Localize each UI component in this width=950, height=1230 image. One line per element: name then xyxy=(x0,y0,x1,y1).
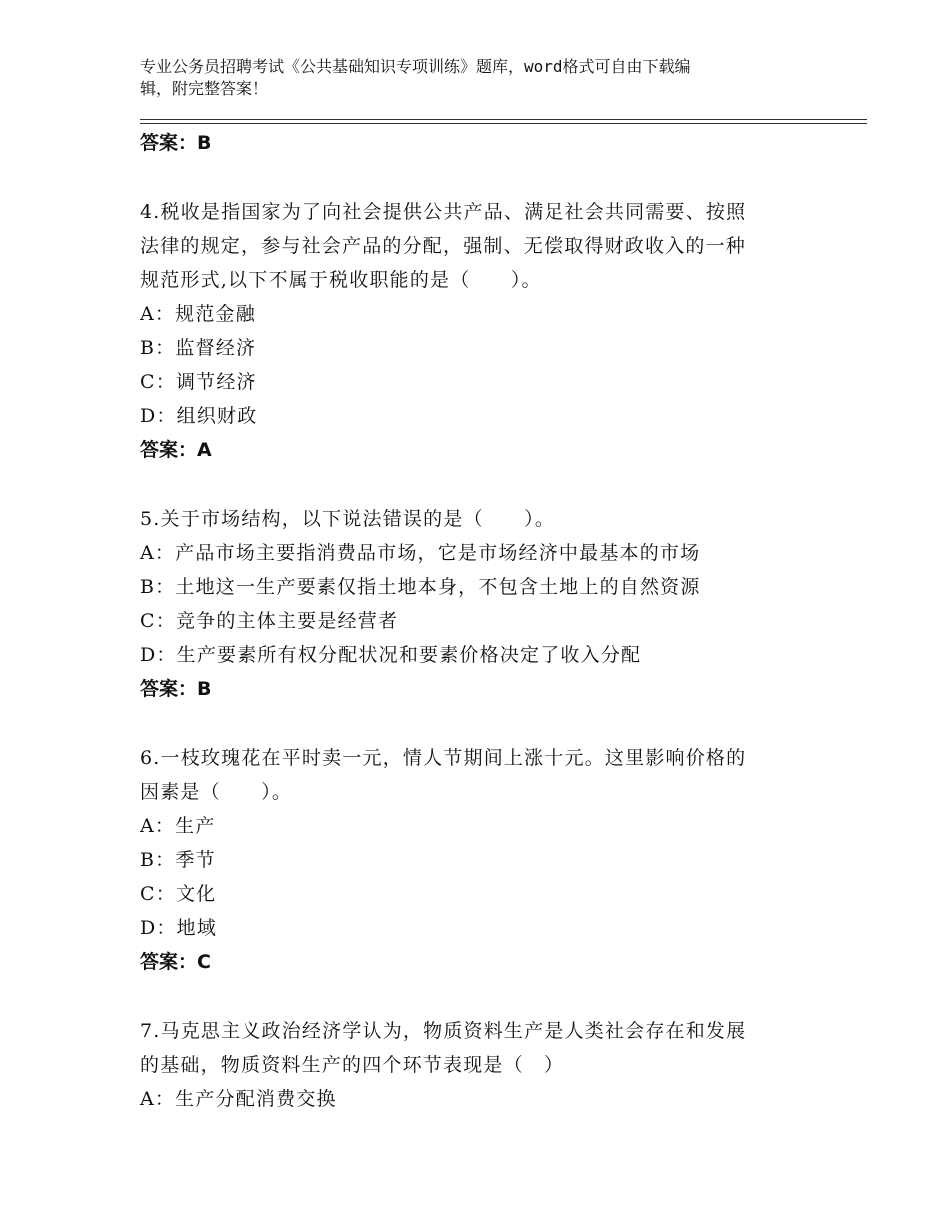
question-5-option-b: B：土地这一生产要素仅指土地本身，不包含土地上的自然资源 xyxy=(140,576,701,598)
question-6-option-d: D：地域 xyxy=(140,917,218,939)
question-4-line-1: 4.税收是指国家为了向社会提供公共产品、满足社会共同需要、按照 xyxy=(140,201,747,223)
question-5-option-d: D：生产要素所有权分配状况和要素价格决定了收入分配 xyxy=(140,644,642,666)
question-4-line-2: 法律的规定，参与社会产品的分配，强制、无偿取得财政收入的一种 xyxy=(140,235,747,257)
header-line-1: 专业公务员招聘考试《公共基础知识专项训练》题库，word格式可自由下载编 xyxy=(140,57,691,76)
question-6 xyxy=(140,741,746,945)
header-divider-bottom xyxy=(140,123,867,124)
question-4-option-d: D：组织财政 xyxy=(140,405,258,427)
page-header xyxy=(140,56,800,100)
question-6-option-b: B：季节 xyxy=(140,849,216,871)
header-divider-top xyxy=(140,119,867,120)
question-5-option-c: C：竞争的主体主要是经营者 xyxy=(140,610,399,632)
question-4 xyxy=(140,195,746,433)
question-5-option-a: A：产品市场主要指消费品市场，它是市场经济中最基本的市场 xyxy=(140,542,701,564)
question-4-answer: 答案：A xyxy=(140,439,212,461)
question-4-option-c: C：调节经济 xyxy=(140,371,257,393)
question-6-line-1: 6.一枝玫瑰花在平时卖一元，情人节期间上涨十元。这里影响价格的 xyxy=(140,747,747,769)
question-4-option-b: B：监督经济 xyxy=(140,337,257,359)
question-7-option-a: A：生产分配消费交换 xyxy=(140,1088,337,1110)
header-line-2: 辑，附完整答案！ xyxy=(140,79,269,98)
question-5-answer: 答案：B xyxy=(140,678,212,700)
question-6-option-a: A：生产 xyxy=(140,815,216,837)
question-5 xyxy=(140,502,701,672)
question-6-answer: 答案：C xyxy=(140,951,211,973)
question-4-line-3: 规范形式,以下不属于税收职能的是（ ）。 xyxy=(140,269,542,291)
question-7-line-1: 7.马克思主义政治经济学认为，物质资料生产是人类社会存在和发展 xyxy=(140,1020,747,1042)
question-4-option-a: A：规范金融 xyxy=(140,303,256,325)
question-7 xyxy=(140,1014,746,1116)
question-6-line-2: 因素是（ ）。 xyxy=(140,781,293,803)
question-5-line-1: 5.关于市场结构，以下说法错误的是（ ）。 xyxy=(140,508,556,530)
answer-prev: 答案：B xyxy=(140,132,212,154)
question-6-option-c: C：文化 xyxy=(140,883,217,905)
question-7-line-2: 的基础，物质资料生产的四个环节表现是（ ） xyxy=(140,1054,565,1076)
